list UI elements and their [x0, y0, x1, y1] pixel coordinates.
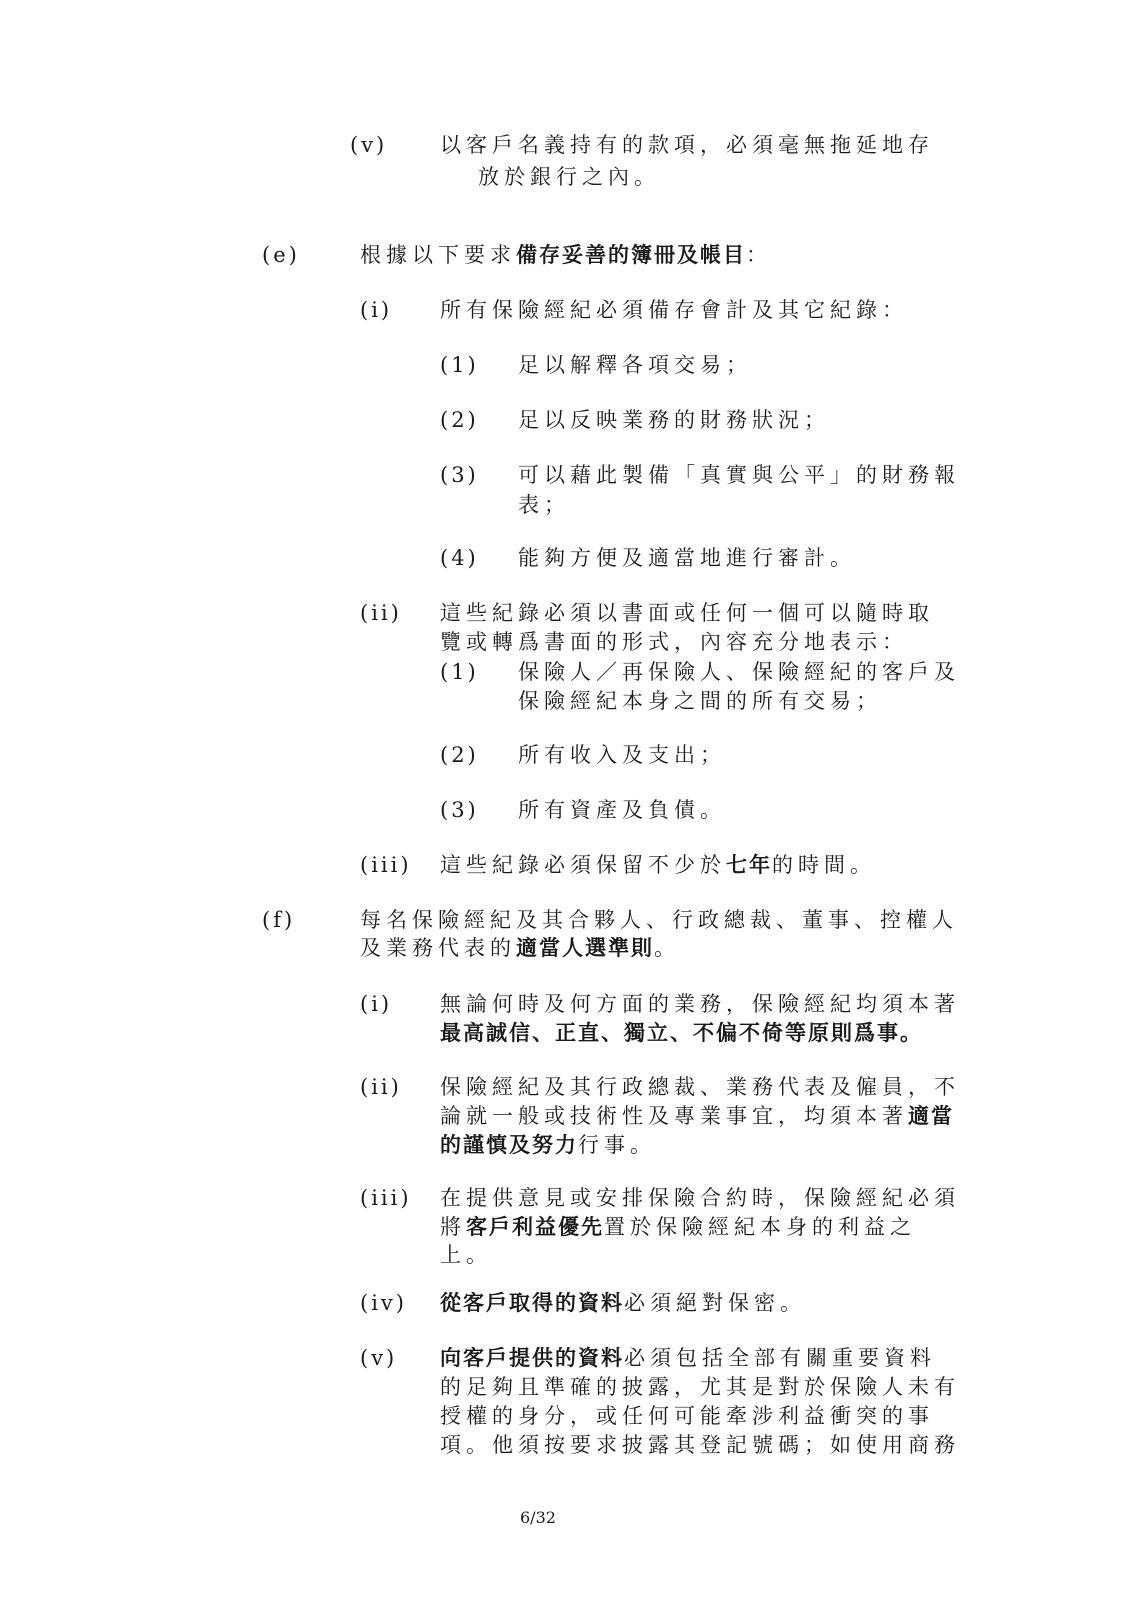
- paragraph-line: [440, 1101, 954, 1131]
- paragraph-line: 覽或轉爲書面的形式，內容充分地表示：: [440, 630, 908, 654]
- text: 論就一般或技術性及專業事宜，均須本著: [440, 1104, 908, 1128]
- paragraph-line: 這些紀錄必須以書面或任何一個可以隨時取: [440, 601, 934, 625]
- text: 這些紀錄必須保留不少於: [440, 853, 726, 877]
- text: 。: [654, 936, 680, 960]
- bold-text: 從客戶取得的資料: [440, 1290, 624, 1315]
- paragraph-line: 所有保險經紀必須備存會計及其它紀錄：: [440, 298, 908, 322]
- text: 的時間。: [772, 853, 876, 877]
- bold-text: 最高誠信、正直、獨立、不偏不倚等原則爲事。: [440, 1020, 923, 1045]
- paragraph-line: [440, 1212, 916, 1242]
- item-label: (ii): [360, 601, 402, 625]
- item-label: (ii): [360, 1075, 402, 1099]
- paragraph-line: 無論何時及何方面的業務，保險經紀均須本著: [440, 992, 960, 1016]
- section-heading: [360, 240, 772, 270]
- subitem-label: (2): [440, 408, 479, 432]
- paragraph-line: 所有收入及支出；: [518, 743, 726, 767]
- paragraph-line: [440, 1343, 936, 1373]
- subitem-label: (3): [440, 463, 479, 487]
- item-label: (iii): [360, 1186, 412, 1210]
- paragraph-line: 授權的身分，或任何可能牽涉利益衝突的事: [440, 1404, 934, 1428]
- paragraph-line: 上。: [440, 1243, 492, 1267]
- text: ：: [746, 243, 772, 267]
- paragraph-line: 所有資產及負債。: [518, 798, 726, 822]
- paragraph-line: 項。他須按要求披露其登記號碼；如使用商務: [440, 1433, 960, 1457]
- paragraph-line: [440, 1288, 806, 1318]
- paragraph-line: 保險經紀本身之間的所有交易；: [518, 689, 882, 713]
- paragraph-line: [440, 1018, 923, 1048]
- bold-text: 適當: [908, 1103, 954, 1128]
- paragraph-line: 表；: [518, 493, 570, 517]
- bold-text: 客戶利益優先: [466, 1214, 604, 1239]
- text: 必須包括全部有關重要資料: [624, 1346, 936, 1370]
- text: 置於保險經紀本身的利益之: [604, 1215, 916, 1239]
- item-label: (iii): [360, 853, 412, 877]
- section-label: (e): [262, 243, 300, 267]
- bold-text: 適當人選準則: [516, 935, 654, 960]
- paragraph-line: 以客戶名義持有的款項，必須毫無拖延地存: [440, 133, 934, 157]
- paragraph-line: 每名保險經紀及其合夥人、行政總裁、董事、控權人: [360, 908, 958, 932]
- paragraph-line: 足以解釋各項交易；: [518, 353, 752, 377]
- subitem-label: (3): [440, 798, 479, 822]
- page-number: 6/32: [520, 1508, 556, 1527]
- item-label: (i): [360, 992, 393, 1016]
- subitem-label: (1): [440, 353, 479, 377]
- paragraph-line: 的足夠且準確的披露，尤其是對於保險人未有: [440, 1375, 960, 1399]
- item-label: (v): [360, 1346, 398, 1370]
- text: 根據以下要求: [360, 243, 516, 267]
- text: 行事。: [578, 1133, 656, 1157]
- text: 必須絕對保密。: [624, 1291, 806, 1315]
- bold-text: 的謹慎及努力: [440, 1132, 578, 1157]
- section-label: (f): [262, 908, 296, 932]
- paragraph-line: 保險人／再保險人、保險經紀的客戶及: [518, 660, 960, 684]
- item-label: (v): [350, 133, 388, 157]
- text: 及業務代表的: [360, 936, 516, 960]
- paragraph-line: 保險經紀及其行政總裁、業務代表及僱員，不: [440, 1075, 960, 1099]
- bold-text: 備存妥善的簿冊及帳目: [516, 242, 746, 267]
- paragraph-line: 能夠方便及適當地進行審計。: [518, 546, 856, 570]
- subitem-label: (2): [440, 743, 479, 767]
- paragraph-line: [360, 933, 680, 963]
- text: 將: [440, 1215, 466, 1239]
- paragraph-line: 足以反映業務的財務狀況；: [518, 408, 830, 432]
- item-label: (i): [360, 298, 393, 322]
- bold-text: 向客戶提供的資料: [440, 1345, 624, 1370]
- paragraph-line: 可以藉此製備「真實與公平」的財務報: [518, 463, 960, 487]
- subitem-label: (4): [440, 546, 479, 570]
- paragraph-line: [440, 1130, 656, 1160]
- item-label: (iv): [360, 1291, 407, 1315]
- bold-text: 七年: [726, 852, 772, 877]
- subitem-label: (1): [440, 660, 479, 684]
- paragraph-line: [440, 850, 876, 880]
- paragraph-line: 放於銀行之內。: [478, 165, 660, 189]
- paragraph-line: 在提供意見或安排保險合約時，保險經紀必須: [440, 1186, 960, 1210]
